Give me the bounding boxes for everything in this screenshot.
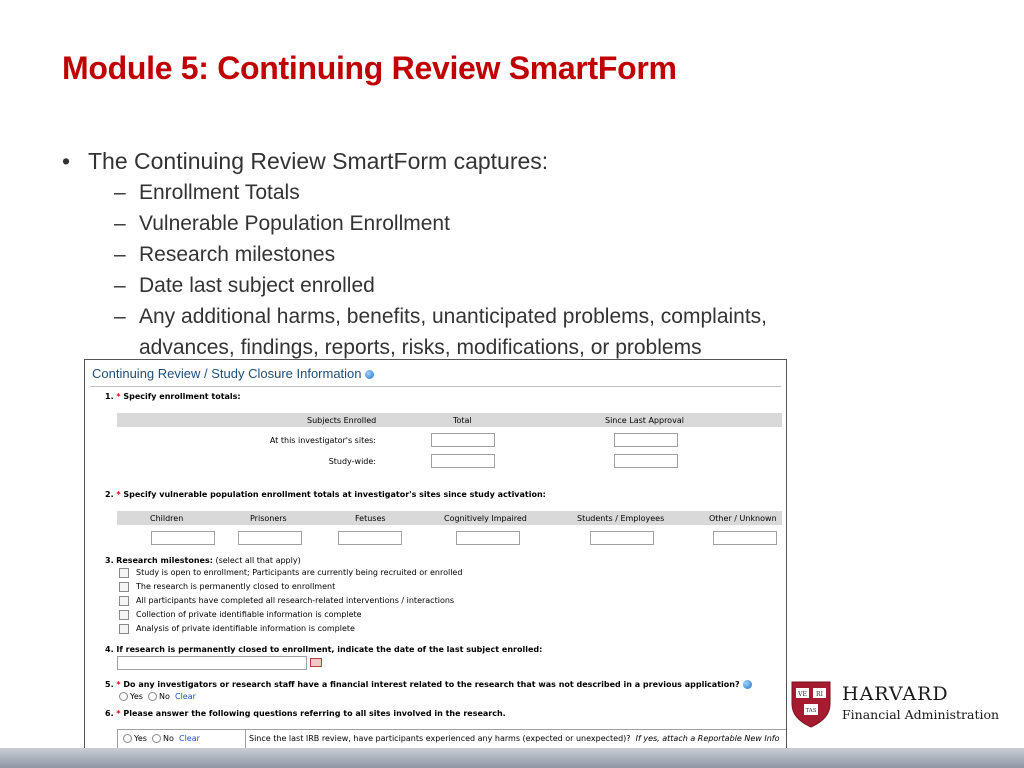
form-title (92, 366, 374, 381)
col-cognitively-impaired: Cognitively Impaired (444, 514, 527, 523)
q6-question-row (117, 729, 787, 749)
form-divider (90, 386, 781, 387)
required-marker: * (116, 709, 121, 718)
q5-text: Do any investigators or research staff have a financial interest related to the research that was not described in a previous application? (123, 680, 740, 689)
milestone-label: Analysis of private identifiable information is complete (136, 624, 355, 633)
required-marker: * (116, 680, 121, 689)
bullet-dot-icon: • (62, 148, 71, 174)
q4-number: 4. (105, 645, 114, 654)
q6-yes-label: Yes (134, 734, 147, 743)
q6-row-note: If yes, attach a Reportable New Info (635, 734, 780, 743)
q5-clear-link[interactable]: Clear (175, 692, 196, 701)
milestone-checkbox[interactable] (119, 610, 129, 620)
required-marker: * (116, 490, 121, 499)
sub-bullet-text: Any additional harms, benefits, unanticipated problems, complaints, (139, 305, 768, 328)
milestone-checkbox[interactable] (119, 596, 129, 606)
q6-row-divider (245, 730, 246, 748)
other-unknown-input[interactable] (713, 531, 777, 545)
q6-row-text (249, 734, 779, 743)
dash-icon: – (114, 274, 126, 297)
row-investigator-sites: At this investigator's sites: (269, 436, 376, 445)
calendar-icon[interactable] (310, 658, 322, 667)
milestone-checkbox[interactable] (119, 568, 129, 578)
q5-yes-label: Yes (130, 692, 143, 701)
q1-text: Specify enrollment totals: (123, 392, 241, 401)
sub-bullet (62, 270, 962, 301)
q6-no-radio[interactable] (152, 734, 161, 743)
col-other-unknown: Other / Unknown (709, 514, 777, 523)
logo-subtitle: Financial Administration (842, 707, 1000, 722)
sub-bullet (62, 177, 962, 208)
children-input[interactable] (151, 531, 215, 545)
q5-no-label: No (159, 692, 170, 701)
q5-no-radio[interactable] (148, 692, 157, 701)
q2-text: Specify vulnerable population enrollment totals at investigator's sites since study activation: (123, 490, 546, 499)
milestone-label: The research is permanently closed to enrollment (136, 582, 336, 591)
slide-title: Module 5: Continuing Review SmartForm (62, 50, 677, 86)
q3-number: 3. (105, 556, 114, 565)
milestone-checkbox[interactable] (119, 624, 129, 634)
investigator-total-input[interactable] (431, 433, 495, 447)
q3-text: Research milestones: (116, 556, 213, 565)
investigator-since-input[interactable] (614, 433, 678, 447)
sub-bullet (62, 301, 962, 332)
q3-note: (select all that apply) (215, 556, 301, 565)
q6-options (123, 734, 200, 743)
sub-bullet (62, 239, 962, 270)
q3-label (105, 556, 301, 565)
prisoners-input[interactable] (238, 531, 302, 545)
harvard-logo (790, 680, 1010, 730)
shield-text-ve: VE (798, 691, 807, 698)
students-employees-input[interactable] (590, 531, 654, 545)
col-children: Children (150, 514, 184, 523)
sub-bullet-text: advances, findings, reports, risks, modifications, or problems (139, 336, 702, 359)
col-students-employees: Students / Employees (577, 514, 665, 523)
col-fetuses: Fetuses (355, 514, 386, 523)
q6-no-label: No (163, 734, 174, 743)
bullet-list (62, 145, 962, 363)
last-enrolled-date-input[interactable] (117, 656, 307, 670)
q5-options (119, 692, 196, 701)
sub-bullet-text: Date last subject enrolled (139, 274, 375, 297)
main-bullet-text: The Continuing Review SmartForm captures: (88, 148, 549, 174)
sub-bullet-text: Vulnerable Population Enrollment (139, 212, 450, 235)
dash-icon: – (114, 181, 126, 204)
logo-name: HARVARD (842, 683, 949, 705)
q6-number: 6. (105, 709, 114, 718)
q6-clear-link[interactable]: Clear (179, 734, 200, 743)
q1-label (105, 392, 241, 401)
col-subjects-enrolled: Subjects Enrolled (307, 416, 377, 425)
sub-bullet-text: Enrollment Totals (139, 181, 300, 204)
dash-icon: – (114, 305, 126, 328)
shield-text-tas: TAS (805, 708, 817, 714)
row-study-wide: Study-wide: (328, 457, 376, 466)
sub-bullet-list (62, 177, 962, 363)
smartform-screenshot (84, 359, 787, 749)
sub-bullet-text: Research milestones (139, 243, 336, 266)
studywide-since-input[interactable] (614, 454, 678, 468)
q6-harms-question: Since the last IRB review, have participants experienced any harms (expected or unexpected)? (249, 734, 631, 743)
col-since-last-approval: Since Last Approval (605, 416, 684, 425)
form-title-text: Continuing Review / Study Closure Information (92, 366, 362, 381)
required-marker: * (116, 392, 121, 401)
dash-icon: – (114, 212, 126, 235)
milestone-checkbox[interactable] (119, 582, 129, 592)
q5-number: 5. (105, 680, 114, 689)
cognitively-impaired-input[interactable] (456, 531, 520, 545)
milestone-label: All participants have completed all research-related interventions / interactions (136, 596, 455, 605)
help-icon[interactable] (365, 370, 374, 379)
q6-text: Please answer the following questions referring to all sites involved in the research. (123, 709, 506, 718)
q4-text: If research is permanently closed to enrollment, indicate the date of the last subject enrolled: (116, 645, 543, 654)
fetuses-input[interactable] (338, 531, 402, 545)
milestone-label: Collection of private identifiable information is complete (136, 610, 362, 619)
help-icon[interactable] (743, 680, 752, 689)
sub-bullet (62, 208, 962, 239)
q2-number: 2. (105, 490, 114, 499)
footer-bar (0, 748, 1024, 768)
col-prisoners: Prisoners (250, 514, 287, 523)
q6-label (105, 709, 506, 718)
q2-label (105, 490, 546, 499)
harvard-shield-icon (790, 680, 832, 728)
q5-yes-radio[interactable] (119, 692, 128, 701)
main-bullet (62, 145, 962, 177)
milestone-label: Study is open to enrollment; Participants are currently being recruited or enrolled (136, 568, 463, 577)
col-total: Total (453, 416, 472, 425)
studywide-total-input[interactable] (431, 454, 495, 468)
q1-number: 1. (105, 392, 114, 401)
dash-icon: – (114, 243, 126, 266)
q5-label (105, 680, 752, 689)
q6-yes-radio[interactable] (123, 734, 132, 743)
shield-text-ri: RI (816, 691, 823, 698)
q4-label (105, 645, 542, 654)
